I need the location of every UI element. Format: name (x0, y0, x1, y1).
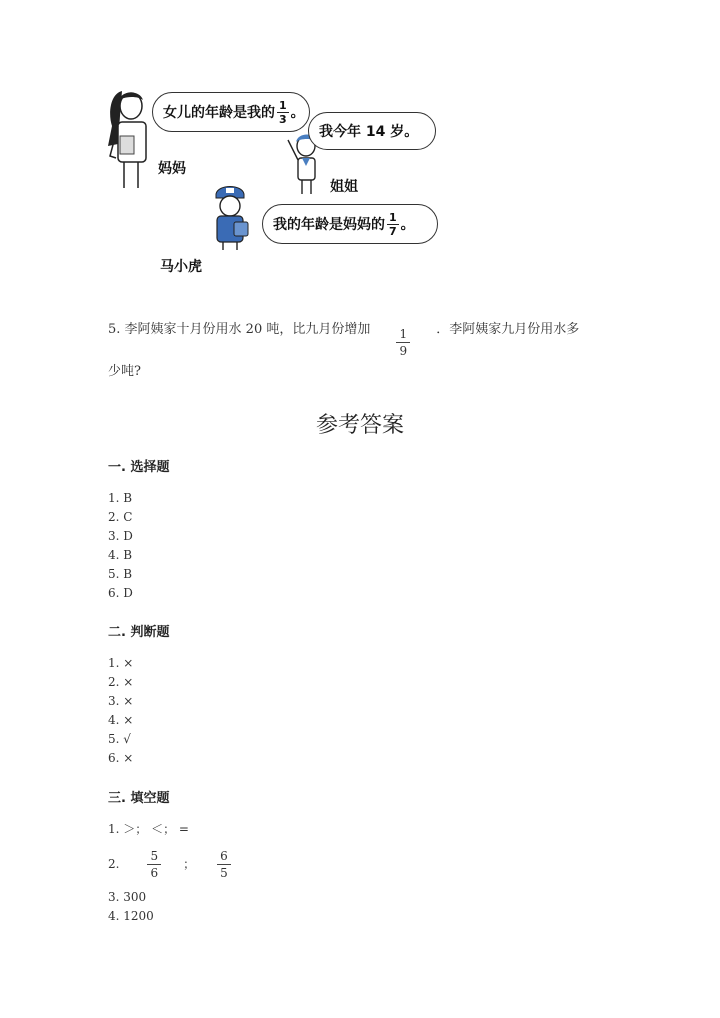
answer-item: 3. 300 (108, 890, 147, 904)
answer-item: 4. × (108, 713, 134, 727)
boy-fraction: $\frac{1}{7}$ (389, 210, 397, 238)
answers-title: 参考答案 (315, 413, 404, 438)
answer-item: 4. B (108, 548, 133, 562)
boy-bubble-end: 。 (400, 217, 415, 233)
question-5-text-c: 少吨? (108, 364, 141, 379)
mom-bubble-end: 。 (290, 105, 305, 121)
section-title-choice: 一. 选择题 (108, 460, 170, 475)
fill-item-2-fraction-2: 6 5 (217, 850, 231, 879)
sister-bubble-text: 我今年 14 岁。 (319, 124, 419, 140)
answer-list-fill-rest (108, 888, 154, 926)
answer-item: 6. × (108, 751, 134, 765)
fill-item-2 (108, 848, 231, 880)
answer-item: 1. ＞； ＜； = (108, 822, 189, 836)
section-title-fill: 三. 填空题 (108, 791, 170, 806)
mom-fraction: $\frac{1}{3}$ (279, 98, 287, 126)
boy-bubble-text: 我的年龄是妈妈的 (273, 217, 385, 233)
fill-item-2-label: 2. (108, 856, 120, 871)
fill-item-2-fraction-1: 5 6 (147, 850, 161, 879)
answer-list-choice (108, 489, 133, 603)
sister-speech-bubble (308, 112, 436, 150)
answer-item: 5. B (108, 567, 133, 581)
answer-item: 6. D (108, 586, 133, 600)
answer-item: 1. × (108, 656, 134, 670)
mom-label: 妈妈 (158, 161, 186, 177)
sister-label: 姐姐 (330, 179, 358, 195)
boy-speech-bubble (262, 204, 438, 244)
fill-item-2-separator: ； (183, 856, 196, 871)
answer-item: 3. D (108, 529, 133, 543)
answer-item: 1. B (108, 491, 133, 505)
question-5 (108, 318, 628, 358)
mom-figure-icon (104, 86, 159, 191)
mom-speech-bubble (152, 92, 310, 132)
answer-item: 5. √ (108, 732, 131, 746)
answer-list-judge (108, 654, 133, 768)
mom-bubble-text: 女儿的年龄是我的 (163, 105, 275, 121)
section-title-judge: 二. 判断题 (108, 625, 170, 640)
question-5-text-b: ．李阿姨家九月份用水多 (436, 322, 580, 337)
answer-item: 2. × (108, 675, 134, 689)
answer-item: 2. C (108, 510, 133, 524)
answer-item: 4. 1200 (108, 909, 154, 923)
boy-label: 马小虎 (160, 259, 202, 275)
illustration (100, 80, 440, 280)
answer-item: 3. × (108, 694, 134, 708)
question-5-fraction: $\frac{1}{9}$ (396, 328, 410, 357)
question-5-text-a: 5. 李阿姨家十月份用水 20 吨，比九月份增加 (108, 322, 371, 337)
boy-figure-icon (206, 184, 254, 252)
